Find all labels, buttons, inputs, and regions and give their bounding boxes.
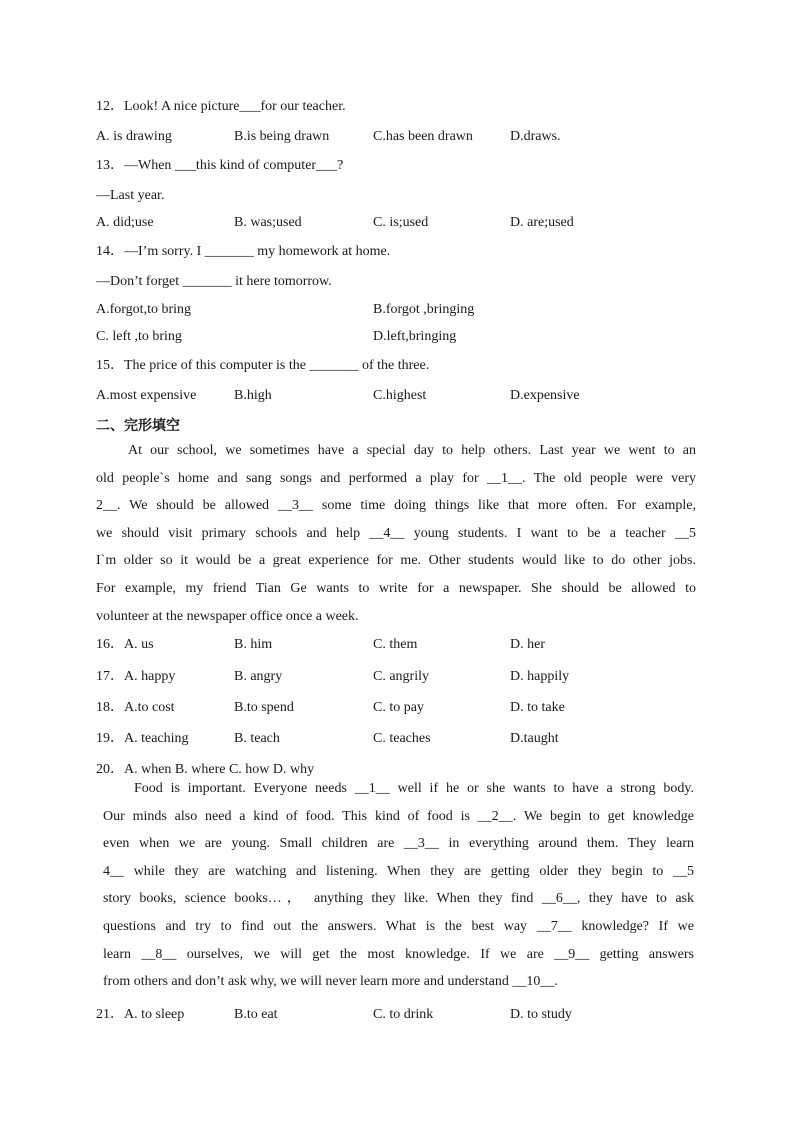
passage-1-line-7: volunteer at the newspaper office once a week. [96,608,359,624]
question-12-option-c[interactable]: C.has been drawn [373,129,473,144]
question-19-option-b[interactable]: B. teach [234,731,280,746]
question-21-option-b[interactable]: B.to eat [234,1007,278,1022]
passage-2-line-7: learn __8__ ourselves, we will get the most knowledge. If we are __9__ getting answers [103,946,694,962]
question-17-option-b[interactable]: B. angry [234,669,283,684]
passage-2-line-5: story books, science books…， anything they like. When they find __6__, they have to ask [103,891,694,907]
question-15-option-c[interactable]: C.highest [373,388,427,403]
question-18-option-a[interactable]: 18．A.to cost [96,700,175,715]
question-14-option-d[interactable]: D.left,bringing [373,329,457,344]
question-12-stem: 12．Look! A nice picture___for our teacher. [96,99,346,114]
question-15-stem: 15．The price of this computer is the _______ of the three. [96,358,430,373]
question-14-option-c[interactable]: C. left ,to bring [96,329,182,344]
question-18-option-c[interactable]: C. to pay [373,700,424,715]
question-16-option-a[interactable]: 16．A. us [96,637,154,652]
passage-2-line-6: questions and try to find out the answers. What is the best way __7__ knowledge? If we [103,918,694,934]
question-19-option-d[interactable]: D.taught [510,731,559,746]
passage-1-line-6: For example, my friend Tian Ge wants to write for a newspaper. She should be allowed to [96,580,696,596]
question-16-option-c[interactable]: C. them [373,637,418,652]
passage-2-line-3: even when we are young. Small children are __3__ in everything around them. They learn [103,836,694,852]
question-14-option-a[interactable]: A.forgot,to bring [96,302,192,317]
cloze-passage-1 [96,437,696,630]
passage-1-line-2: old people`s home and sang songs and performed a play for __1__. The old people were very [96,470,696,486]
question-15-option-a[interactable]: A.most expensive [96,388,197,403]
question-17-option-d[interactable]: D. happily [510,669,570,684]
question-16-option-b[interactable]: B. him [234,637,273,652]
question-19-option-a[interactable]: 19．A. teaching [96,731,189,746]
question-21-option-c[interactable]: C. to drink [373,1007,434,1022]
question-19-option-c[interactable]: C. teaches [373,731,431,746]
passage-1-line-1: At our school, we sometimes have a special day to help others. Last year we went to an [128,443,696,458]
question-21-option-a[interactable]: 21．A. to sleep [96,1007,185,1022]
question-13-option-a[interactable]: A. did;use [96,215,154,230]
question-12-option-b[interactable]: B.is being drawn [234,129,330,144]
question-13-option-d[interactable]: D. are;used [510,215,574,230]
question-15-option-d[interactable]: D.expensive [510,388,580,403]
passage-2-line-8: from others and don’t ask why, we will never learn more and understand __10__. [103,974,558,990]
section-2-title: 二、完形填空 [96,418,180,434]
question-13-option-b[interactable]: B. was;used [234,215,302,230]
question-20-row: 20．A. when B. where C. how D. why [96,762,315,777]
question-16-option-d[interactable]: D. her [510,637,545,652]
question-17-option-c[interactable]: C. angrily [373,669,429,684]
question-13-stem: 13．—When ___this kind of computer___? [96,158,344,173]
passage-2-line-4: 4__ while they are watching and listening. When they are getting older they begin to __5 [103,863,694,879]
question-12-option-d[interactable]: D.draws. [510,129,561,144]
question-14-stem: 14．—I’m sorry. I _______ my homework at home. [96,244,391,259]
question-15-option-b[interactable]: B.high [234,388,272,403]
question-13-option-c[interactable]: C. is;used [373,215,429,230]
cloze-passage-2 [103,775,694,996]
passage-2-line-2: Our minds also need a kind of food. This kind of food is __2__. We begin to get knowledge [103,808,694,824]
passage-1-line-5: I`m older so it would be a great experience for me. Other students would like to do other jobs. [96,553,696,569]
question-18-option-d[interactable]: D. to take [510,700,565,715]
question-14-answer-line: —Don’t forget _______ it here tomorrow. [96,274,332,289]
passage-1-line-3: 2__. We should be allowed __3__ some time doing things like that more often. For example, [96,498,696,514]
passage-2-line-1: Food is important. Everyone needs __1__ well if he or she wants to have a strong body. [134,781,694,796]
question-21-option-d[interactable]: D. to study [510,1007,572,1022]
question-17-option-a[interactable]: 17．A. happy [96,669,176,684]
question-13-answer-line: —Last year. [96,188,165,203]
question-18-option-b[interactable]: B.to spend [234,700,294,715]
question-12-option-a[interactable]: A. is drawing [96,129,172,144]
passage-1-line-4: we should visit primary schools and help __4__ young students. I want to be a teacher __5 [96,525,696,541]
question-14-option-b[interactable]: B.forgot ,bringing [373,302,475,317]
